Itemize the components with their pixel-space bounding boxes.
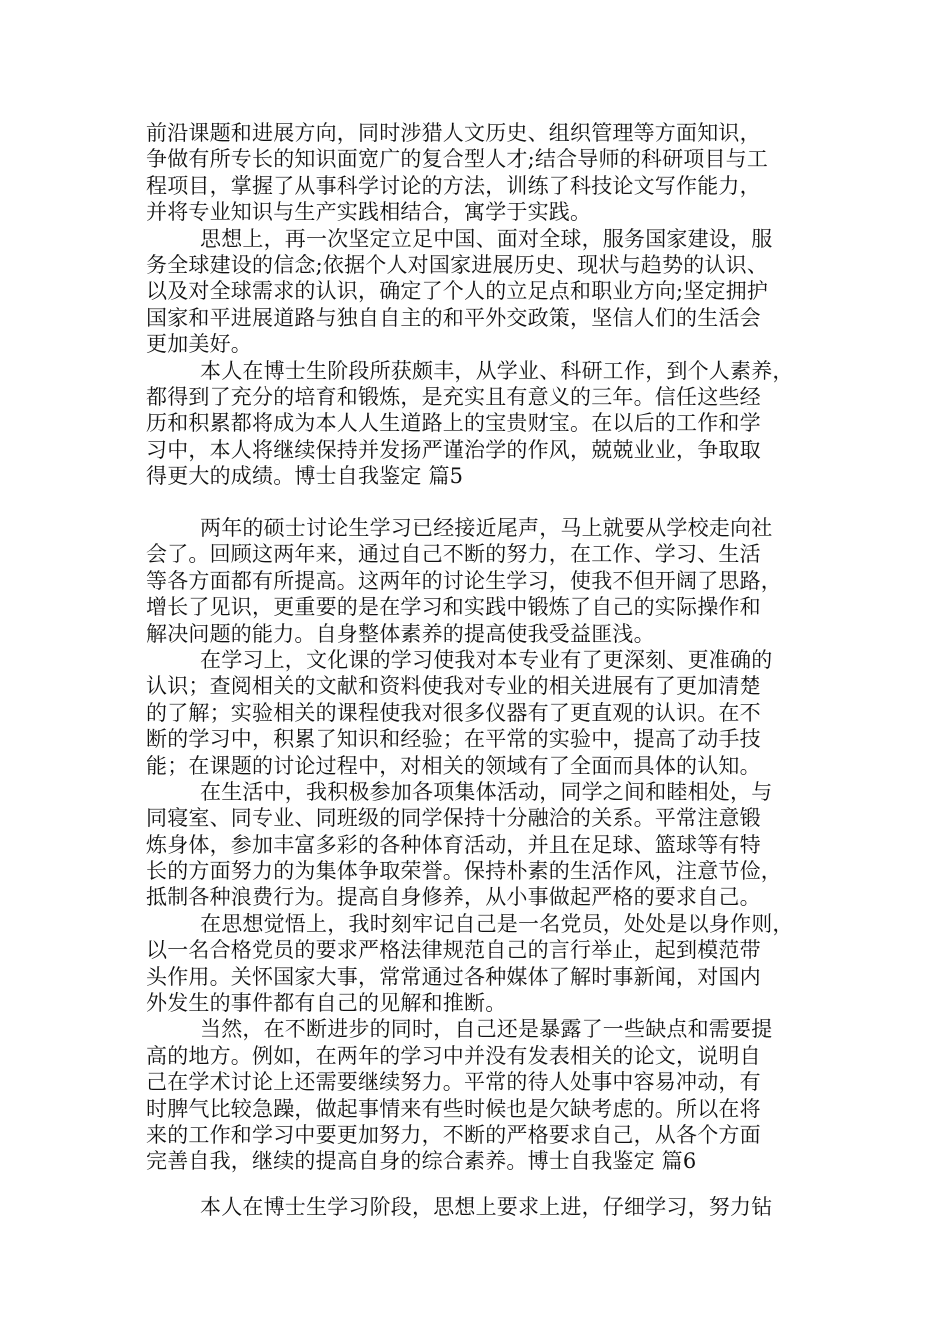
paragraph-start-line: 当然，在不断进步的同时，自己还是暴露了一些缺点和需要提 — [200, 1017, 773, 1042]
text-line: 同寝室、同专业、同班级的同学保持十分融洽的关系。平常注意锻 — [146, 806, 761, 831]
paragraph-start-line: 在生活中，我积极参加各项集体活动，同学之间和睦相处，与 — [200, 779, 773, 804]
text-line: 历和积累都将成为本人人生道路上的宝贵财宝。在以后的工作和学 — [146, 411, 761, 436]
text-line: 的了解；实验相关的课程使我对很多仪器有了更直观的认识。在不 — [146, 700, 761, 725]
text-line: 高的地方。例如，在两年的学习中并没有发表相关的论文，说明自 — [146, 1043, 761, 1068]
text-line: 会了。回顾这两年来，通过自己不断的努力，在工作、学习、生活 — [146, 542, 761, 567]
text-line: 炼身体，参加丰富多彩的各种体育活动，并且在足球、篮球等有特 — [146, 832, 761, 857]
text-line: 认识；查阅相关的文献和资料使我对专业的相关进展有了更加清楚 — [146, 674, 761, 699]
text-line: 时脾气比较急躁，做起事情来有些时候也是欠缺考虑的。所以在将 — [146, 1096, 761, 1121]
text-line: 等各方面都有所提高。这两年的讨论生学习，使我不但开阔了思路， — [146, 568, 782, 593]
text-line: 长的方面努力的为集体争取荣誉。保持朴素的生活作风，注意节俭， — [146, 859, 782, 884]
text-section-b — [146, 515, 806, 1175]
paragraph-start-line: 本人在博士生阶段所获颇丰，从学业、科研工作，到个人素养， — [200, 358, 794, 383]
text-line: 习中，本人将继续保持并发扬严谨治学的作风，兢兢业业，争取取 — [146, 437, 761, 462]
text-line: 以一名合格党员的要求严格法律规范自己的言行举止，起到模范带 — [146, 938, 761, 963]
text-line: 以及对全球需求的认识，确定了个人的立足点和职业方向;坚定拥护 — [146, 279, 769, 304]
paragraph-start-line: 本人在博士生学习阶段，思想上要求上进，仔细学习，努力钻 — [200, 1195, 773, 1219]
text-line: 能；在课题的讨论过程中，对相关的领域有了全面而具体的认知。 — [146, 753, 761, 778]
section-heading-line: 完善自我，继续的提高自身的综合素养。博士自我鉴定 篇6 — [146, 1149, 697, 1174]
text-line: 外发生的事件都有自己的见解和推断。 — [146, 991, 507, 1016]
text-line: 来的工作和学习中要更加努力，不断的严格要求自己，从各个方面 — [146, 1122, 761, 1147]
text-line: 前沿课题和进展方向，同时涉猎人文历史、组织管理等方面知识， — [146, 121, 761, 145]
text-section-a — [146, 120, 806, 489]
text-line: 抵制各种浪费行为。提高自身修养，从小事做起严格的要求自己。 — [146, 885, 761, 910]
paragraph-start-line: 在思想觉悟上，我时刻牢记自己是一名党员，处处是以身作则， — [200, 911, 794, 936]
text-line: 解决问题的能力。自身整体素养的提高使我受益匪浅。 — [146, 621, 655, 646]
paragraph-start-line: 在学习上，文化课的学习使我对本专业有了更深刻、更准确的 — [200, 647, 773, 672]
text-line: 务全球建设的信念;依据个人对国家进展历史、现状与趋势的认识、 — [146, 252, 769, 277]
text-line: 断的学习中，积累了知识和经验；在平常的实验中，提高了动手技 — [146, 727, 761, 752]
text-line: 头作用。关怀国家大事，常常通过各种媒体了解时事新闻，对国内 — [146, 964, 761, 989]
text-line: 都得到了充分的培育和锻炼，是充实且有意义的三年。信任这些经 — [146, 384, 761, 409]
text-line: 争做有所专长的知识面宽广的复合型人才;结合导师的科研项目与工 — [146, 147, 769, 172]
text-line: 增长了见识，更重要的是在学习和实践中锻炼了自己的实际操作和 — [146, 595, 761, 620]
text-line: 国家和平进展道路与独自自主的和平外交政策，坚信人们的生活会 — [146, 305, 761, 330]
text-line: 并将专业知识与生产实践相结合，寓学于实践。 — [146, 200, 592, 225]
text-line: 程项目，掌握了从事科学讨论的方法，训练了科技论文写作能力， — [146, 173, 761, 198]
text-line: 己在学术讨论上还需要继续努力。平常的待人处事中容易冲动，有 — [146, 1070, 761, 1095]
paragraph-start-line: 两年的硕士讨论生学习已经接近尾声，马上就要从学校走向社 — [200, 516, 773, 540]
paragraph-start-line: 思想上，再一次坚定立足中国、面对全球，服务国家建设，服 — [200, 226, 773, 251]
section-heading-line: 得更大的成绩。博士自我鉴定 篇5 — [146, 464, 464, 489]
text-line: 更加美好。 — [146, 332, 252, 357]
text-section-c — [146, 1194, 806, 1220]
